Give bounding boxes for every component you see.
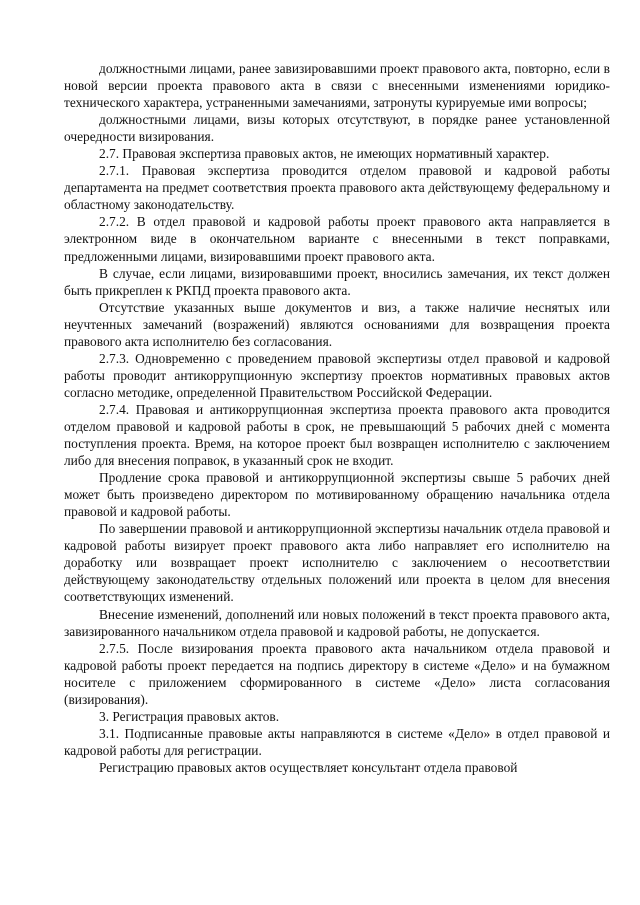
paragraph-2-7-3: 2.7.3. Одновременно с проведением правовой экспертизы отдел правовой и кадровой работы проводит антикоррупционную экспертизу проектов нормативных правовых актов согласно методике, определенной Правительством Российской Федерации. <box>64 350 610 400</box>
paragraph-no-changes: Внесение изменений, дополнений или новых положений в текст проекта правового акта, завизированного начальником отдела правовой и кадровой работы, не допускается. <box>64 606 610 639</box>
paragraph-registration: Регистрацию правовых актов осуществляет консультант отдела правовой <box>99 759 518 775</box>
paragraph-2-7-1: 2.7.1. Правовая экспертиза проводится отделом правовой и кадровой работы департамента на предмет соответствия проекта правового акта действующему федеральному и областному законодательству. <box>64 163 610 213</box>
paragraph-2-7-4: 2.7.4. Правовая и антикоррупционная экспертиза проекта правового акта проводится отделом правовой и кадровой работы в срок, не превышающий 5 рабочих дней с момента поступления проекта. Время, на которое проект был возвращен исполнителю с заключением либо для внесения поправок, в указанный срок не входит. <box>64 401 610 469</box>
section-heading-2-7: 2.7. Правовая экспертиза правовых актов, не имеющих нормативный характер. <box>99 146 550 162</box>
paragraph-2-7-5: 2.7.5. После визирования проекта правового акта начальником отдела правовой и кадровой работы проект передается на подпись директору в системе «Дело» и на бумажном носителе с приложением сформированного в системе «Дело» листа согласования (визирования). <box>64 640 610 707</box>
paragraph-return-grounds: Отсутствие указанных выше документов и виз, а также наличие неснятых или неучтенных замечаний (возражений) являются основаниями для возвращения проекта правового акта исполнителю без согласования. <box>64 299 610 349</box>
paragraph-completion: По завершении правовой и антикоррупционной экспертизы начальник отдела правовой и кадровой работы визирует проект правового акта либо направляет его исполнителю на доработку или возвращает проект исполнителю с заключением о несоответствии действующему законодательству отдельных положений или проекта в целом для внесения соответствующих изменений. <box>64 521 610 605</box>
paragraph-2: должностными лицами, визы которых отсутствуют, в порядке ранее установленной очередности визирования. <box>64 112 610 145</box>
section-heading-3: 3. Регистрация правовых актов. <box>99 708 280 724</box>
paragraph-extension: Продление срока правовой и антикоррупционной экспертизы свыше 5 рабочих дней может быть произведено директором по мотивированному обращению начальника отдела правовой и кадровой работы. <box>64 470 610 520</box>
paragraph-remarks: В случае, если лицами, визировавшими проект, вносились замечания, их текст должен быть прикреплен к РКПД проекта правового акта. <box>64 265 610 298</box>
paragraph-2-7-2: 2.7.2. В отдел правовой и кадровой работы проект правового акта направляется в электронном виде в окончательном варианте с внесенными в текст поправками, предложенными лицами, визировавшими проект правового акта. <box>64 214 610 264</box>
document-page <box>64 60 610 776</box>
paragraph-3-1: 3.1. Подписанные правовые акты направляются в системе «Дело» в отдел правовой и кадровой работы для регистрации. <box>64 725 610 758</box>
paragraph-1: должностными лицами, ранее завизировавшими проект правового акта, повторно, если в новой версии проекта правового акта в связи с внесенными изменениями юридико-технического характера, устраненными замечаниями, затронуты курируемые ими вопросы; <box>64 61 610 111</box>
